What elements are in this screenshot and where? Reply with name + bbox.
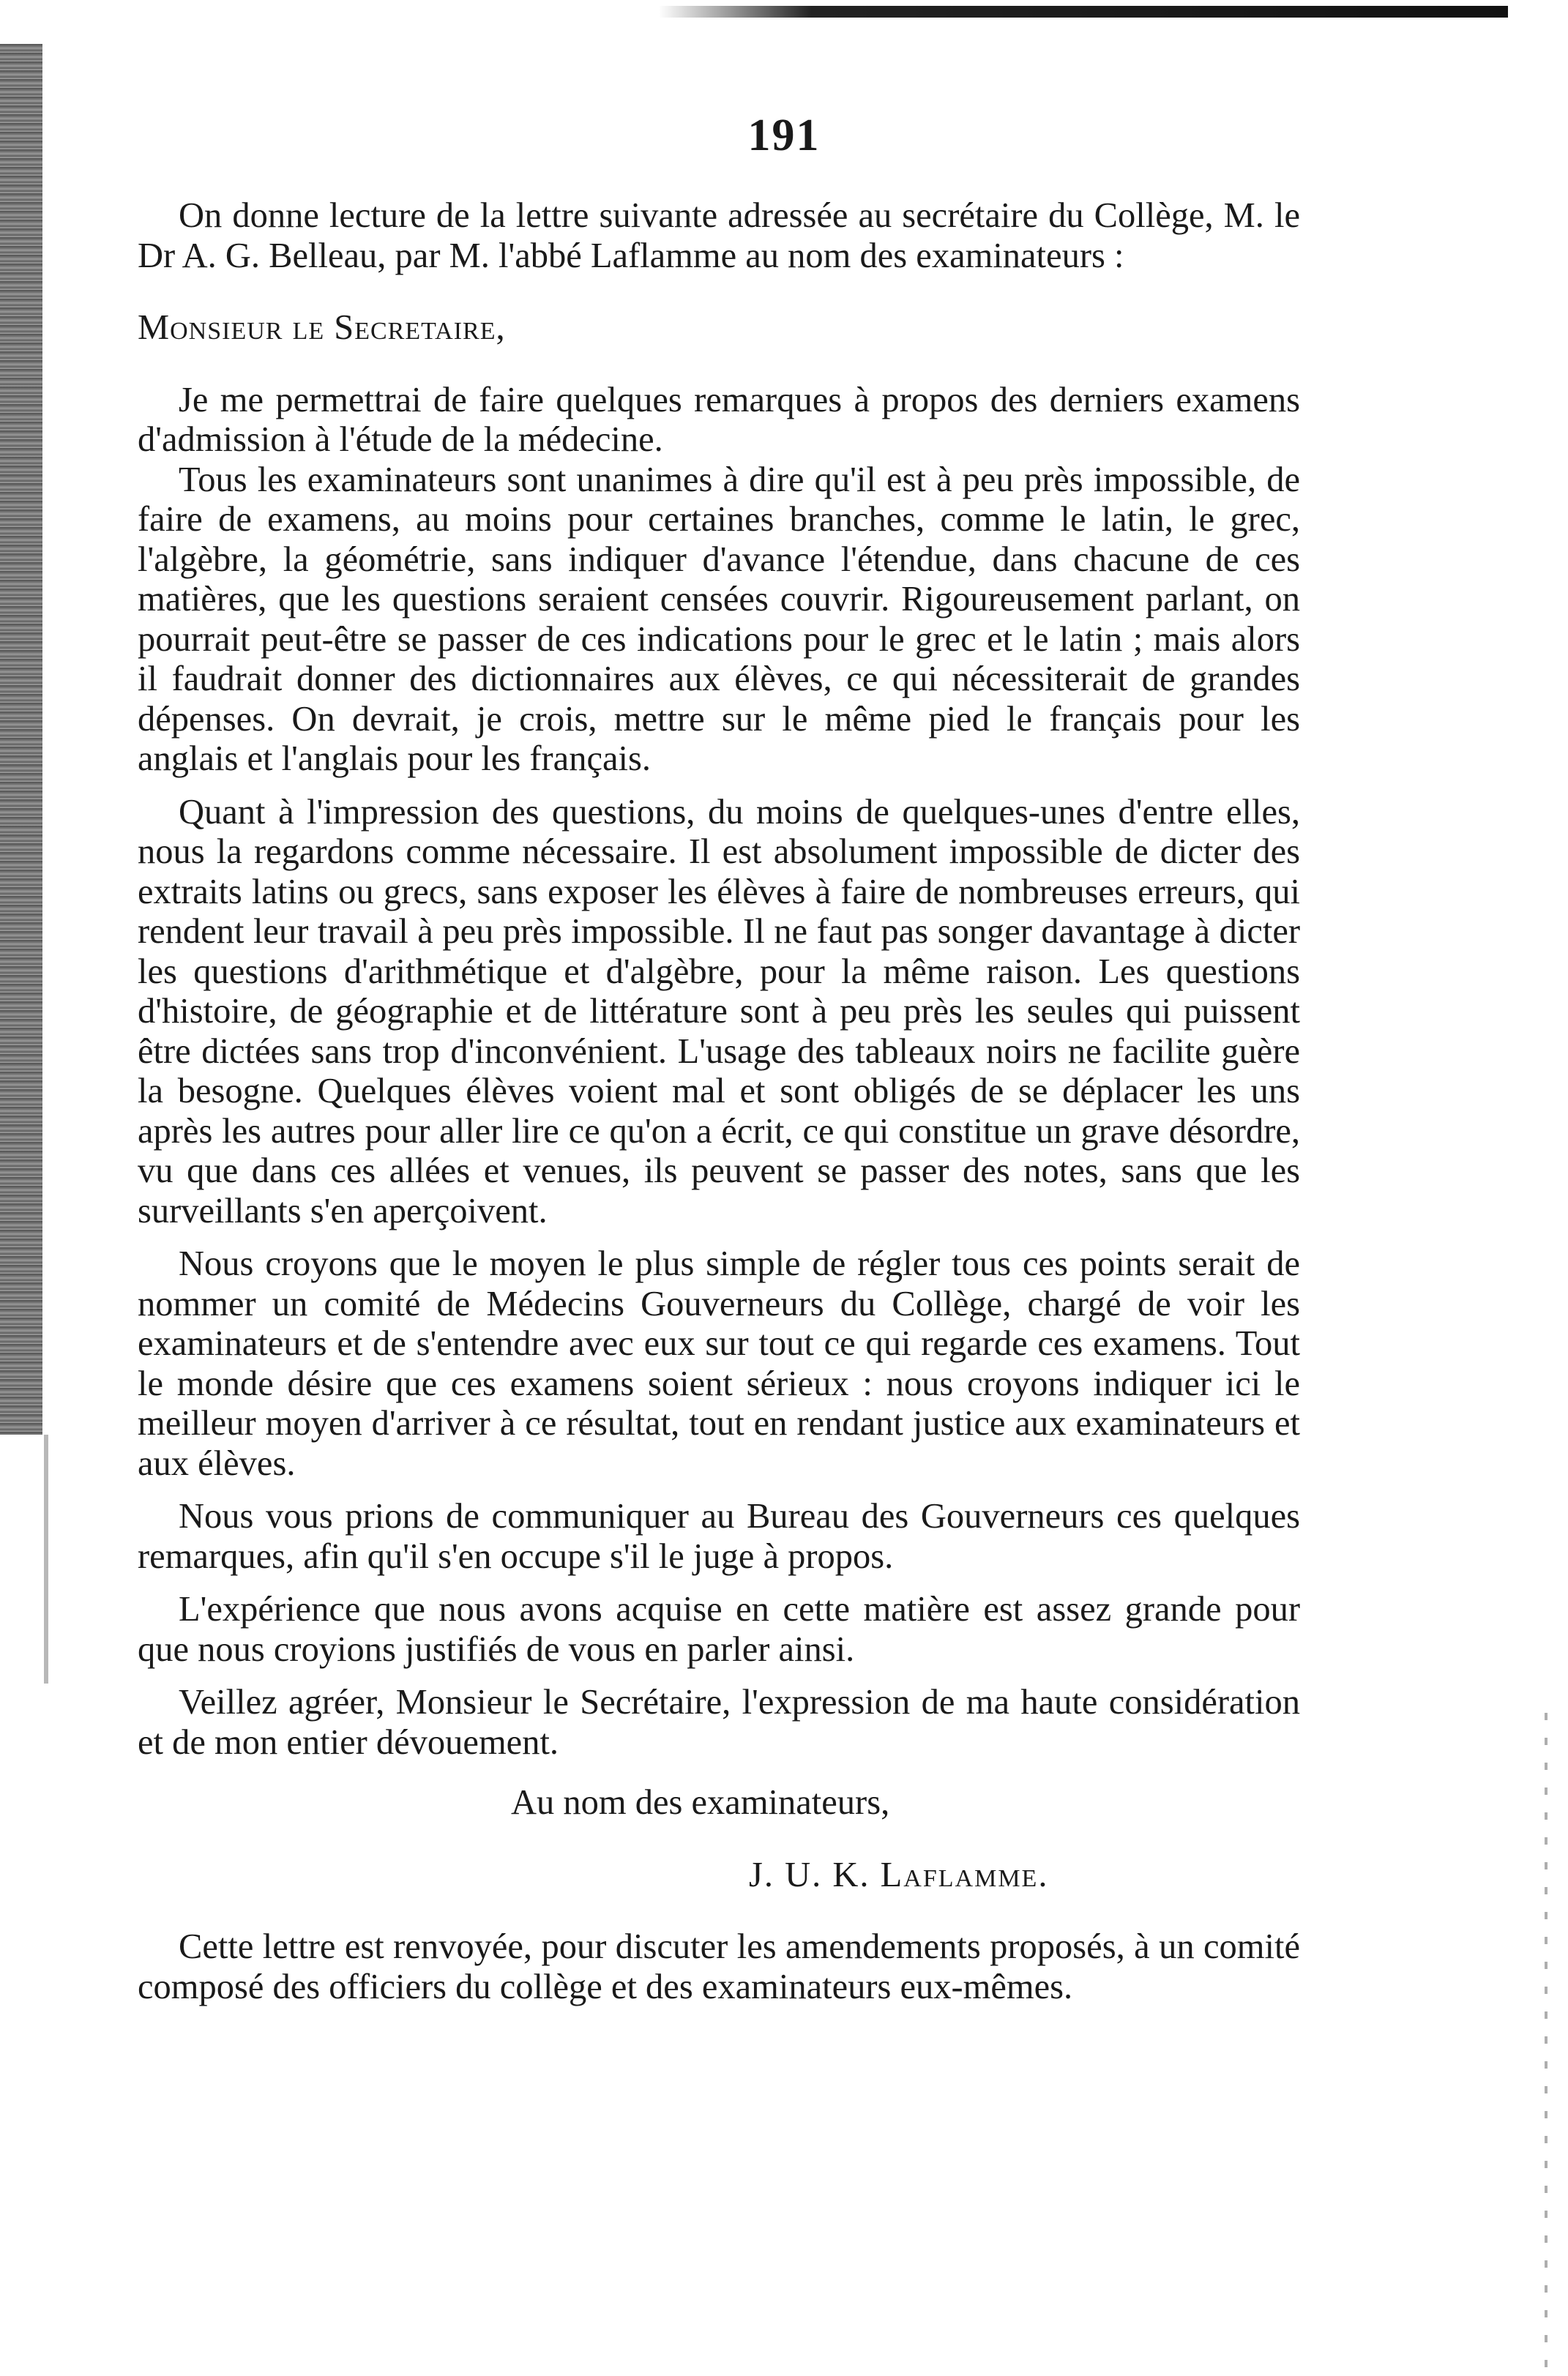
- salutation: Monsieur le Secretaire,: [138, 308, 506, 347]
- scan-edge-left: [0, 44, 42, 1435]
- scan-edge-top: [659, 6, 1508, 18]
- letter-paragraph-5: Nous vous prions de communiquer au Bureau des Gouverneurs ces quelques remarques, afin qu'il s'en occupe s'il le juge à propos.: [138, 1497, 1300, 1576]
- letter-paragraph-6: L'expérience que nous avons acquise en cette matière est assez grande pour que nous croyions justifiés de vous en parler ainsi.: [138, 1590, 1300, 1669]
- page-body: [138, 196, 1300, 2007]
- outro-paragraph: Cette lettre est renvoyée, pour discuter les amendements proposés, à un comité composé des officiers du collège et des examinateurs eux-mêmes.: [138, 1927, 1300, 2006]
- signature: [138, 1856, 1300, 1896]
- scan-edge-right: [1545, 1713, 1548, 2372]
- letter-paragraph-4: Nous croyons que le moyen le plus simple de régler tous ces points serait de nommer un comité de Médecins Gouverneurs du Collège, chargé de voir les examinateurs et de s'entendre avec eux sur tout ce qui regarde ces examens. Tout le monde désire que ces examens soient sérieux : nous croyons indiquer ici le meilleur moyen d'arriver à ce résultat, tout en rendant justice aux examinateurs et aux élèves.: [138, 1244, 1300, 1483]
- letter-paragraph-7: Veillez agréer, Monsieur le Secrétaire, l'expression de ma haute considération et de mon entier dévouement.: [138, 1683, 1300, 1762]
- intro-paragraph: On donne lecture de la lettre suivante adressée au secrétaire du Collège, M. le Dr A. G. Belleau, par M. l'abbé Laflamme au nom des examinateurs :: [138, 196, 1300, 275]
- signature-name: J. U. K. Laflamme.: [749, 1855, 1049, 1894]
- letter-paragraph-2: Tous les examinateurs sont unanimes à dire qu'il est à peu près impossible, de faire de examens, au moins pour certaines branches, comme le latin, le grec, l'algèbre, la géométrie, sans indiquer d'avance l'étendue, dans chacune de ces matières, que les questions seraient censées couvrir. Rigoureusement parlant, on pourrait peut-être se passer de ces indications pour le grec et le latin ; mais alors il faudrait donner des dictionnaires aux élèves, ce qui nécessiterait de grandes dépenses. On devrait, je crois, mettre sur le même pied le français pour les anglais et l'anglais pour les français.: [138, 460, 1300, 778]
- letter-paragraph-3: Quant à l'impression des questions, du moins de quelques-unes d'entre elles, nous la regardons comme nécessaire. Il est absolument impossible de dicter des extraits latins ou grecs, sans exposer les élèves à faire de nombreuses erreurs, qui rendent leur travail à peu près impossible. Il ne faut pas songer davantage à dicter les questions d'arithmétique et d'algèbre, pour la même raison. Les questions d'histoire, de géographie et de littérature sont à peu près les seules qui puissent être dictées sans trop d'inconvénient. L'usage des tableaux noirs ne facilite guère la besogne. Quelques élèves voient mal et sont obligés de se déplacer les uns après les autres pour aller lire ce qu'on a écrit, ce qui constitue un grave désordre, vu que dans ces allées et venues, ils peuvent se passer des notes, sans que les surveillants s'en aperçoivent.: [138, 792, 1300, 1230]
- letter-paragraph-1: Je me permettrai de faire quelques remarques à propos des derniers examens d'admission à l'étude de la médecine.: [138, 380, 1300, 459]
- page-number: 191: [747, 111, 821, 160]
- scan-edge-left-thin: [44, 1435, 48, 1684]
- closing-line: Au nom des examinateurs,: [511, 1783, 890, 1822]
